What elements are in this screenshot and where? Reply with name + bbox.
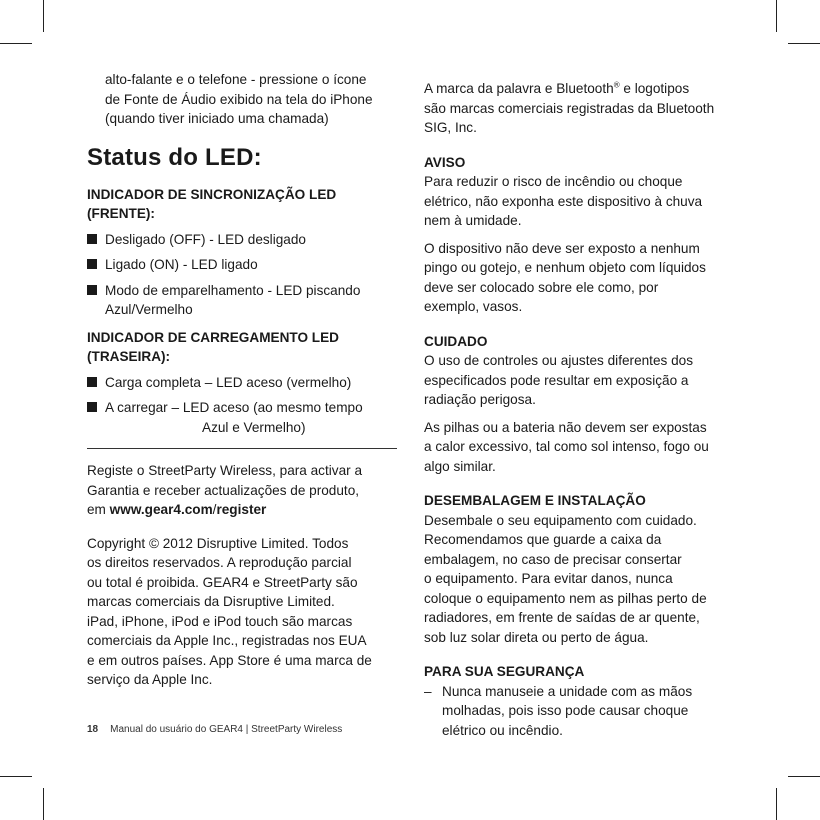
list-item: – Nunca manuseie a unidade com as mãos molhadas, pois isso pode causar choque elétrico ou incêndio. [424,683,693,738]
register-link[interactable]: www.gear4.com/register [109,502,267,517]
footer-text: Manual do usuário do GEAR4 | StreetParty Wireless [110,724,343,735]
crop-mark [43,0,44,32]
list-item: Desligado (OFF) - LED desligado [87,230,399,250]
bullet-square-icon [87,234,97,244]
copyright-text: Copyright © 2012 Disruptive Limited. Todos os direitos reservados. A reprodução parcial ou total é proibida. GEAR4 e StreetParty são marcas comerciais da Disruptive Limited. iPad, iPhone, iPod e iPod touch são marcas comerciais da Apple Inc., registradas nos EUA e em outros países. App Store é uma marca de serviço da Apple Inc. [87,535,372,687]
aviso-heading: AVISO [424,154,466,170]
cuidado-heading: CUIDADO [424,333,488,349]
list-item: A carregar – LED aceso (ao mesmo tempo Azul e Vermelho) [87,398,399,437]
led-status-title: Status do LED: [87,143,262,171]
cuidado-paragraph: As pilhas ou a bateria não devem ser expostas a calor excessivo, tal como sol intenso, fogo ou algo similar. [424,419,709,474]
right-column [424,79,736,740]
register-text: Registe o StreetParty Wireless, para activar a Garantia e receber actualizações de produto, em www.gear4.com/register [87,463,363,517]
divider [87,448,397,449]
desembalagem-heading: DESEMBALAGEM E INSTALAÇÃO [424,493,646,508]
list-item: Modo de emparelhamento - LED piscando Azul/Vermelho [87,281,399,320]
seguranca-heading: PARA SUA SEGURANÇA [424,664,585,679]
sync-indicator-heading: INDICADOR DE SINCRONIZAÇÃO LED (FRENTE): [87,186,337,221]
cuidado-paragraph: O uso de controles ou ajustes diferentes dos especificados pode resultar em exposição a radiação perigosa. [424,353,694,407]
bullet-square-icon [87,377,97,387]
crop-mark [776,788,777,820]
crop-mark [788,43,820,44]
crop-mark [776,0,777,32]
list-item: Ligado (ON) - LED ligado [87,255,399,275]
charge-indicator-heading: INDICADOR DE CARREGAMENTO LED (TRASEIRA): [87,329,339,364]
page-number: 18 [87,724,99,735]
aviso-paragraph: O dispositivo não deve ser exposto a nenhum pingo ou gotejo, e nenhum objeto com líquidos deve ser colocado sobre ele como, por exemplo, vasos. [424,240,706,314]
left-column [87,70,399,704]
bullet-square-icon [87,402,97,412]
list-item: Carga completa – LED aceso (vermelho) [87,373,399,393]
page-footer [87,724,342,735]
crop-mark [0,776,32,777]
crop-mark [43,788,44,820]
aviso-paragraph: Para reduzir o risco de incêndio ou choque elétrico, não exponha este dispositivo à chuva nem à umidade. [424,174,703,228]
desembalagem-paragraph: Desembale o seu equipamento com cuidado. Recomendamos que guarde a caixa da embalagem, no caso de precisar consertar o equipamento. Para evitar danos, nunca coloque o equipamento nem as pilhas perto de radiadores, em frente de saídas de ar quente, sob luz solar direta ou perto de água. [424,512,707,645]
bullet-square-icon [87,285,97,295]
bullet-square-icon [87,259,97,269]
bluetooth-notice: A marca da palavra e Bluetooth® e logotipos são marcas comerciais registradas da Bluetooth SIG, Inc. [424,80,715,135]
crop-mark [788,776,820,777]
crop-mark [0,43,32,44]
intro-text: alto-falante e o telefone - pressione o ícone de Fonte de Áudio exibido na tela do iPhone (quando tiver iniciado uma chamada) [105,72,373,126]
dash-bullet: – [424,683,432,699]
